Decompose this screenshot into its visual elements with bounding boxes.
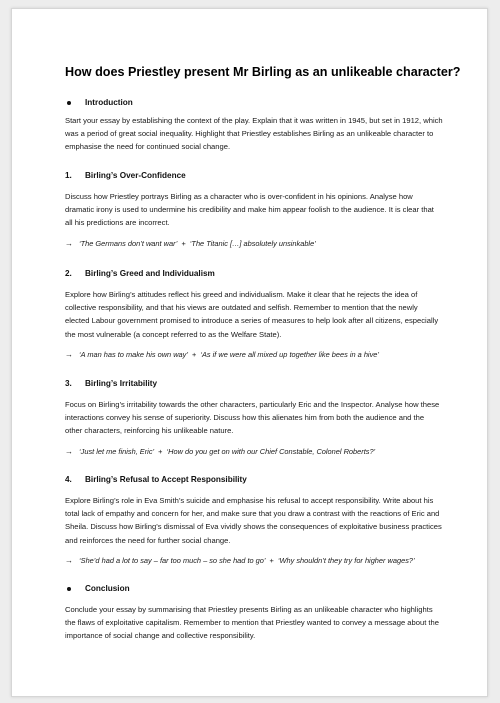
document-title: How does Priestley present Mr Birling as an unlikeable character? bbox=[65, 65, 461, 79]
section-heading bbox=[65, 378, 443, 389]
conclusion-section bbox=[65, 583, 443, 643]
section-number: 4. bbox=[65, 475, 72, 484]
plus-icon: + bbox=[181, 238, 186, 248]
quote-one: ‘The Germans don’t want war’ bbox=[79, 238, 178, 248]
plus-icon: + bbox=[269, 555, 274, 565]
section-text: Explore Birling’s role in Eva Smith’s suicide and emphasise his refusal to accept responsibility. Write about his total lack of empathy and concern for her, and make sure that you draw a contrast with the reactions of Eric and Sheila. Discuss how Birling’s dismissal of Eva vividly shows the consequences of exploitative business practices and reinforces the need for further social change. bbox=[65, 496, 442, 545]
section-number: 3. bbox=[65, 379, 72, 388]
quote-two: ‘Why shouldn’t they try for higher wages?’ bbox=[277, 555, 415, 565]
arrow-right-icon: → bbox=[65, 555, 73, 565]
section-heading bbox=[65, 474, 443, 485]
section-irritability bbox=[65, 378, 443, 457]
section-heading bbox=[65, 170, 443, 181]
introduction-text: Start your essay by establishing the context of the play. Explain that it was written in 1945, but set in 1912, which was a period of great social inequality. Highlight that Priestley establishes Birling as an unlikeable character to emphasise the need for continued social change. bbox=[65, 116, 443, 152]
section-text: Explore how Birling’s attitudes reflect his greed and individualism. Make it clear that he rejects the idea of collective responsibility, and that his views are outdated and selfish. Remember to mention that the newly elected Labour government promised to introduce a series of measures to help look after all citizens, especially the most vulnerable (a concept referred to as the Welfare State). bbox=[65, 290, 439, 339]
introduction-section bbox=[65, 97, 443, 154]
section-heading-text: Birling’s Over-Confidence bbox=[85, 171, 186, 180]
quote-two: ‘The Titanic […] absolutely unsinkable’ bbox=[189, 238, 316, 248]
section-heading-text: Birling’s Greed and Individualism bbox=[85, 269, 215, 278]
quote-one: ‘She’d had a lot to say – far too much – so she had to go’ bbox=[79, 555, 266, 565]
section-responsibility bbox=[65, 474, 443, 566]
section-number: 1. bbox=[65, 171, 72, 180]
plus-icon: + bbox=[158, 446, 163, 456]
quote-one: ‘A man has to make his own way’ bbox=[79, 349, 188, 359]
quote-two: ‘As if we were all mixed up together like bees in a hive’ bbox=[200, 349, 380, 359]
quote-line bbox=[65, 238, 443, 249]
arrow-right-icon: → bbox=[65, 446, 73, 456]
quote-one: ‘Just let me finish, Eric’ bbox=[79, 446, 155, 456]
section-text: Focus on Birling’s irritability towards the other characters, particularly Eric and the Inspector. Analyse how these interactions convey his sense of superiority. Discuss how this alienates him from both the audience and the other characters, reinforcing his unlikeable nature. bbox=[65, 400, 440, 436]
section-heading-text: Birling’s Irritability bbox=[85, 379, 158, 388]
introduction-heading bbox=[65, 97, 443, 108]
bullet-icon bbox=[67, 587, 71, 591]
quote-line bbox=[65, 446, 443, 457]
section-number: 2. bbox=[65, 269, 72, 278]
conclusion-heading-text: Conclusion bbox=[85, 584, 130, 593]
quote-two: ‘How do you get on with our Chief Constable, Colonel Roberts?’ bbox=[166, 446, 376, 456]
conclusion-text: Conclude your essay by summarising that Priestley presents Birling as an unlikeable character who highlights the flaws of exploitative capitalism. Remember to mention that Priestley wanted to convey a message about the importance of social change and collective responsibility. bbox=[65, 605, 439, 641]
conclusion-heading bbox=[65, 583, 443, 594]
section-over-confidence bbox=[65, 170, 443, 249]
quote-line bbox=[65, 555, 443, 566]
introduction-heading-text: Introduction bbox=[85, 98, 133, 107]
arrow-right-icon: → bbox=[65, 349, 73, 359]
plus-icon: + bbox=[192, 349, 197, 359]
document-page bbox=[11, 8, 488, 697]
arrow-right-icon: → bbox=[65, 238, 73, 248]
quote-line bbox=[65, 349, 443, 360]
section-heading bbox=[65, 268, 443, 279]
section-heading-text: Birling’s Refusal to Accept Responsibility bbox=[85, 475, 247, 484]
bullet-icon bbox=[67, 101, 71, 105]
section-text: Discuss how Priestley portrays Birling as a character who is over-confident in his opinions. Analyse how dramatic irony is used to undermine his credibility and make him appear foolish to the audience. It is clear that all his predictions are incorrect. bbox=[65, 192, 434, 228]
section-greed bbox=[65, 268, 443, 360]
